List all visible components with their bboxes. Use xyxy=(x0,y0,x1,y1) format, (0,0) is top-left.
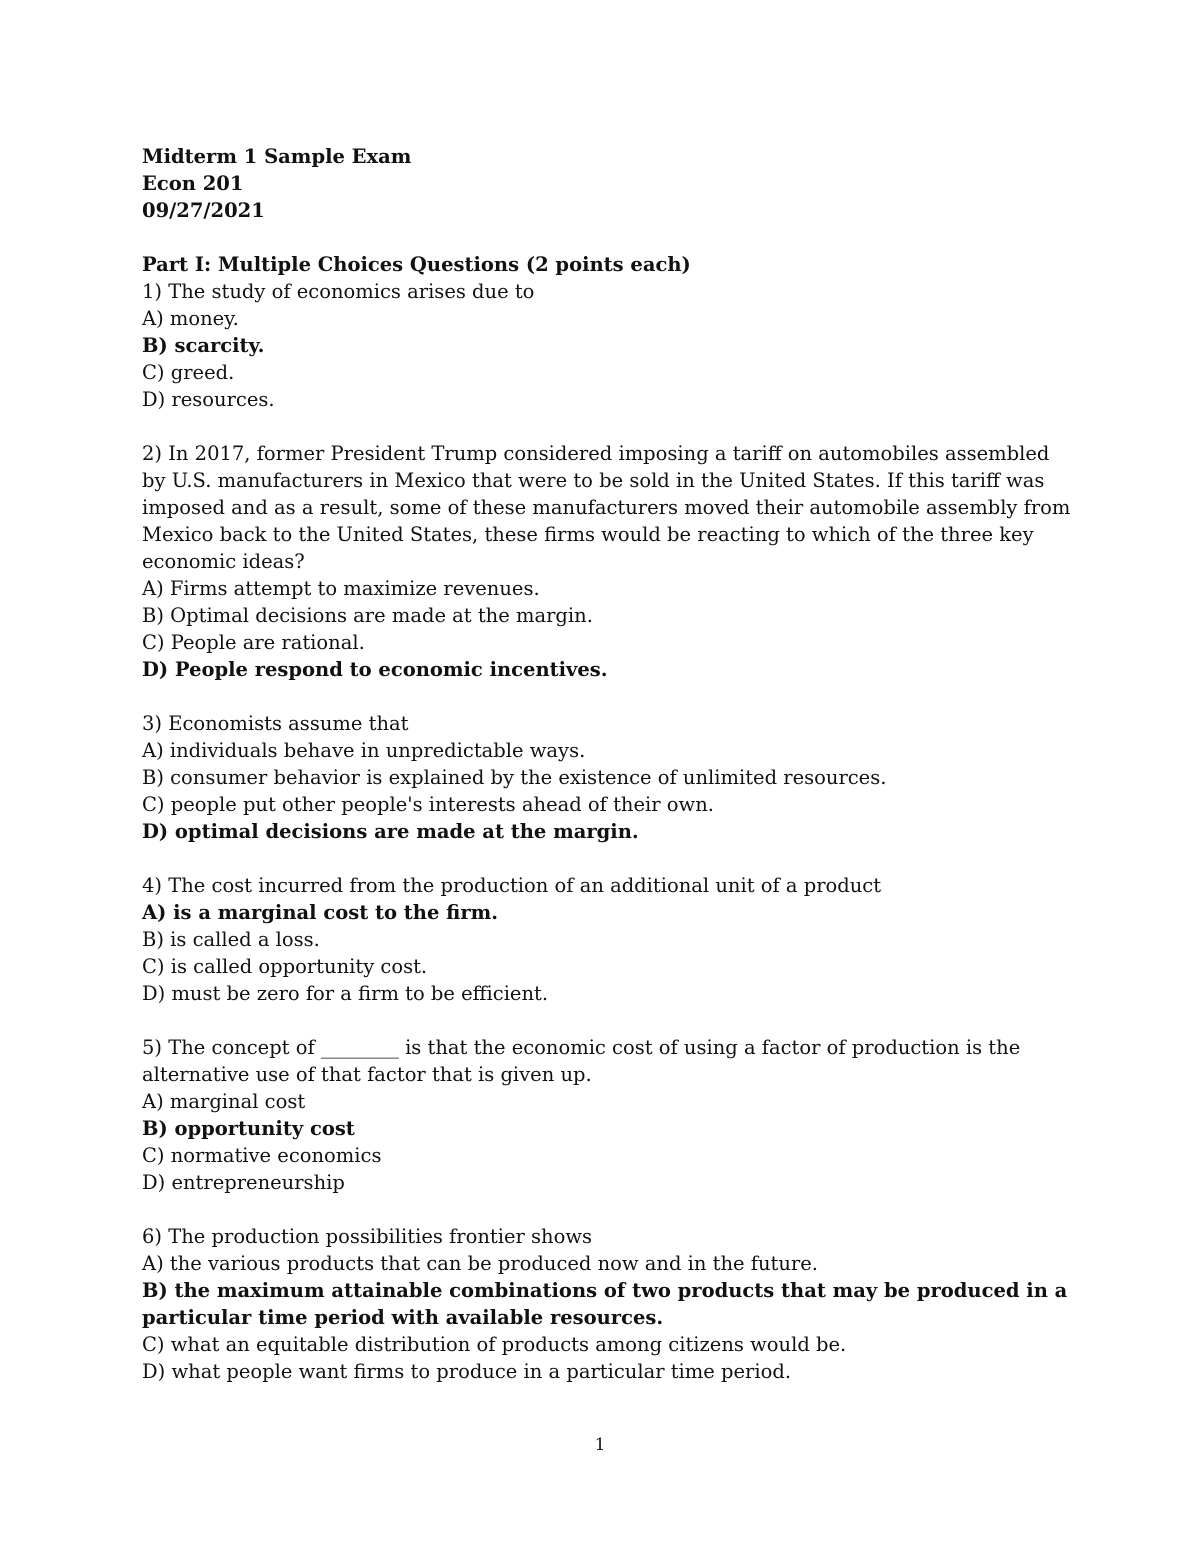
answer-option-correct: D) optimal decisions are made at the margin. xyxy=(142,820,639,843)
exam-date: 09/27/2021 xyxy=(142,199,265,222)
exam-title: Midterm 1 Sample Exam xyxy=(142,145,412,168)
answer-option: C) is called opportunity cost. xyxy=(142,955,428,978)
answer-option: A) individuals behave in unpredictable ways. xyxy=(142,739,586,762)
question-6 xyxy=(142,1223,1072,1385)
answer-option-correct: B) opportunity cost xyxy=(142,1117,355,1140)
answer-option: B) consumer behavior is explained by the existence of unlimited resources. xyxy=(142,766,887,789)
answer-option: D) must be zero for a firm to be efficient. xyxy=(142,982,549,1005)
answer-option: C) People are rational. xyxy=(142,631,365,654)
question-stem: 1) The study of economics arises due to xyxy=(142,280,535,303)
question-4 xyxy=(142,872,1072,1007)
answer-option: A) marginal cost xyxy=(142,1090,306,1113)
answer-option: A) Firms attempt to maximize revenues. xyxy=(142,577,540,600)
answer-option: A) the various products that can be produced now and in the future. xyxy=(142,1252,818,1275)
page-number: 1 xyxy=(594,1435,606,1455)
answer-option: D) resources. xyxy=(142,388,275,411)
answer-option: C) people put other people's interests ahead of their own. xyxy=(142,793,714,816)
answer-option: A) money. xyxy=(142,307,239,330)
answer-option: B) is called a loss. xyxy=(142,928,320,951)
answer-option-correct: A) is a marginal cost to the firm. xyxy=(142,901,499,924)
answer-option-correct: B) the maximum attainable combinations of two products that may be produced in a particular time period with available resources. xyxy=(142,1279,1068,1329)
question-3 xyxy=(142,710,1072,845)
course-name: Econ 201 xyxy=(142,172,244,195)
question-stem: 2) In 2017, former President Trump considered imposing a tariff on automobiles assembled by U.S. manufacturers in Mexico that were to be sold in the United States. If this tariff was imposed and as a result, some of these manufacturers moved their automobile assembly from Mexico back to the United States, these firms would be reacting to which of the three key economic ideas? xyxy=(142,442,1071,573)
section-title: Part I: Multiple Choices Questions (2 points each) xyxy=(142,253,691,276)
answer-option: C) greed. xyxy=(142,361,235,384)
question-stem: 5) The concept of ________ is that the economic cost of using a factor of production is the alternative use of that factor that is given up. xyxy=(142,1036,1021,1086)
answer-option: C) what an equitable distribution of products among citizens would be. xyxy=(142,1333,847,1356)
question-stem: 3) Economists assume that xyxy=(142,712,409,735)
question-2 xyxy=(142,440,1072,683)
answer-option: C) normative economics xyxy=(142,1144,382,1167)
answer-option-correct: D) People respond to economic incentives. xyxy=(142,658,608,681)
answer-option: B) Optimal decisions are made at the margin. xyxy=(142,604,593,627)
question-stem: 6) The production possibilities frontier shows xyxy=(142,1225,593,1248)
question-stem: 4) The cost incurred from the production of an additional unit of a product xyxy=(142,874,882,897)
answer-option-correct: B) scarcity. xyxy=(142,334,265,357)
question-5 xyxy=(142,1034,1072,1196)
exam-page xyxy=(142,143,1072,1385)
answer-option: D) what people want firms to produce in a particular time period. xyxy=(142,1360,792,1383)
question-1 xyxy=(142,278,1072,413)
question-list xyxy=(142,278,1072,1385)
answer-option: D) entrepreneurship xyxy=(142,1171,345,1194)
